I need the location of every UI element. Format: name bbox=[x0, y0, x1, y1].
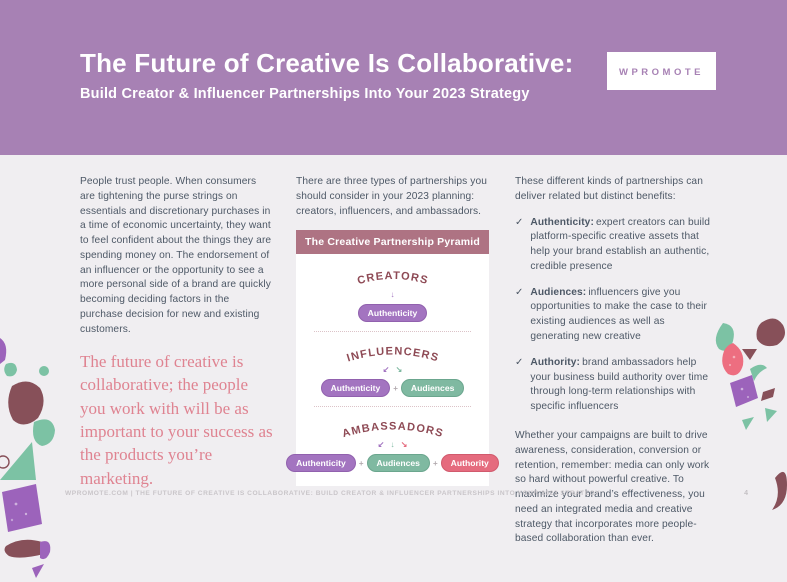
creators-arch-text bbox=[318, 266, 468, 293]
decorative-shape bbox=[722, 343, 743, 375]
decorative-shape bbox=[730, 375, 758, 407]
left-column bbox=[80, 175, 273, 490]
benefit-text bbox=[530, 356, 713, 415]
pyramid-body bbox=[296, 254, 489, 486]
decorative-shape bbox=[761, 388, 775, 401]
pull-quote: The future of creative is collaborative; the people you work with will be as important to your success as the products you’re marketing. bbox=[80, 351, 273, 488]
svg-text:CREATORS: CREATORS bbox=[355, 270, 430, 288]
benefit-item-authenticity bbox=[515, 216, 713, 275]
decorative-shape bbox=[40, 541, 50, 559]
benefit-item-authority bbox=[515, 356, 713, 415]
decorative-shape bbox=[0, 456, 9, 468]
wpromote-logo bbox=[607, 52, 716, 90]
influencers-arrows bbox=[306, 365, 479, 375]
page-subtitle: Build Creator & Influencer Partnerships Into Your 2023 Strategy bbox=[80, 86, 530, 102]
arrow-down-right-icon: ↘ bbox=[400, 440, 408, 450]
svg-text:AMBASSADORS: AMBASSADORS bbox=[340, 420, 445, 441]
decorative-shape bbox=[4, 363, 17, 377]
pyramid-title: The Creative Partnership Pyramid bbox=[296, 230, 489, 254]
check-icon: ✓ bbox=[515, 216, 524, 228]
decorative-shape bbox=[716, 323, 734, 351]
intro-paragraph: People trust people. When consumers are tightening the purse strings on essentials and discretionary purchases in a time of economic uncertainty, they want to feel confident about the things they are spending money on. The endorsement of an influencer or the opportunity to see a more personal side of a brand are quickly becoming deciding factors in the purchase decision for new and existing customers. bbox=[80, 176, 272, 335]
arrow-down-left-icon: ↙ bbox=[377, 440, 385, 450]
audiences-pill: Audiences bbox=[367, 454, 430, 472]
page-number: 4 bbox=[744, 490, 748, 497]
closing-paragraph: Whether your campaigns are built to drive awareness, consideration, conversion or retention, remember: media can only work so hard without powerful creative. To maximize your brand’s effectiveness, you need an integrated media and creative strategy that incorporates more people-based collaboration than ever. bbox=[515, 429, 710, 545]
plus-sign: + bbox=[358, 458, 364, 468]
footer bbox=[0, 490, 787, 500]
pyramid-row-ambassadors bbox=[296, 416, 489, 472]
decorative-shape bbox=[0, 338, 6, 364]
benefit-term: Authority: bbox=[530, 356, 581, 368]
arrow-down-left-icon: ↙ bbox=[382, 365, 390, 375]
plus-sign: + bbox=[393, 383, 398, 393]
arrow-down-icon: ↓ bbox=[390, 440, 395, 450]
creators-arrows bbox=[306, 290, 479, 300]
benefit-description: influencers give you opportunities to make the case to their existing audiences as well as generating new creative bbox=[530, 286, 708, 343]
decorative-shape bbox=[757, 318, 786, 346]
audiences-pill: Audiences bbox=[401, 379, 464, 397]
benefit-term: Authenticity: bbox=[530, 216, 594, 228]
svg-text:INFLUENCERS: INFLUENCERS bbox=[344, 345, 441, 365]
authority-pill: Authority bbox=[441, 454, 499, 472]
authenticity-pill: Authenticity bbox=[286, 454, 356, 472]
pyramid-row-influencers bbox=[306, 341, 479, 397]
influencers-arch-text bbox=[318, 341, 468, 368]
benefit-item-audiences bbox=[515, 286, 713, 345]
benefit-text bbox=[530, 286, 713, 345]
check-icon: ✓ bbox=[515, 356, 524, 368]
ambassadors-arrows bbox=[306, 440, 479, 450]
benefit-description: brand ambassadors help your business build authority over time through long-term relationships with specific influencers bbox=[530, 356, 709, 413]
creators-pills bbox=[306, 304, 479, 322]
footer-text: WPROMOTE.COM | THE FUTURE OF CREATIVE IS COLLABORATIVE: BUILD CREATOR & INFLUENCER PARTNERSHIPS INTO YOUR 2023 STRATEGY bbox=[65, 490, 601, 497]
arrow-down-icon: ↓ bbox=[390, 290, 395, 300]
page-title: The Future of Creative Is Collaborative: bbox=[80, 48, 574, 78]
decorative-shape bbox=[5, 540, 48, 558]
pyramid-intro: There are three types of partnerships you should consider in your 2023 planning: creators, influencers, and ambassadors. bbox=[296, 176, 487, 217]
benefit-term: Audiences: bbox=[530, 286, 587, 298]
decorative-shape bbox=[8, 381, 43, 424]
decorative-shape bbox=[742, 417, 754, 430]
middle-column bbox=[296, 175, 489, 486]
pyramid-divider bbox=[314, 406, 471, 407]
benefit-description: expert creators can build platform-specific creative assets that help your brand establish an authentic, credible presence bbox=[530, 216, 711, 272]
decorative-shapes-left bbox=[0, 330, 58, 582]
decorative-shape bbox=[0, 442, 36, 480]
ambassadors-pills bbox=[296, 454, 489, 472]
header-band bbox=[0, 0, 787, 155]
decorative-shapes-right bbox=[711, 313, 787, 513]
decorative-shape bbox=[32, 564, 44, 578]
decorative-shape bbox=[750, 365, 767, 381]
decorative-shape bbox=[39, 366, 49, 376]
decorative-shape bbox=[765, 408, 777, 422]
pyramid-divider bbox=[314, 331, 471, 332]
authenticity-pill: Authenticity bbox=[358, 304, 428, 322]
content-area bbox=[0, 155, 787, 545]
ambassadors-arch-text bbox=[318, 416, 468, 443]
benefit-text bbox=[530, 216, 713, 275]
influencers-pills bbox=[306, 379, 479, 397]
wpromote-logo-text: WPROMOTE bbox=[619, 67, 704, 78]
arrow-down-right-icon: ↘ bbox=[395, 365, 403, 375]
authenticity-pill: Authenticity bbox=[321, 379, 391, 397]
decorative-shape bbox=[33, 419, 55, 446]
check-icon: ✓ bbox=[515, 286, 524, 298]
benefits-intro: These different kinds of partnerships can deliver related but distinct benefits: bbox=[515, 176, 703, 202]
decorative-shape bbox=[742, 349, 757, 360]
creative-partnership-pyramid-card bbox=[296, 230, 489, 486]
pyramid-row-creators bbox=[306, 266, 479, 322]
plus-sign: + bbox=[432, 458, 438, 468]
